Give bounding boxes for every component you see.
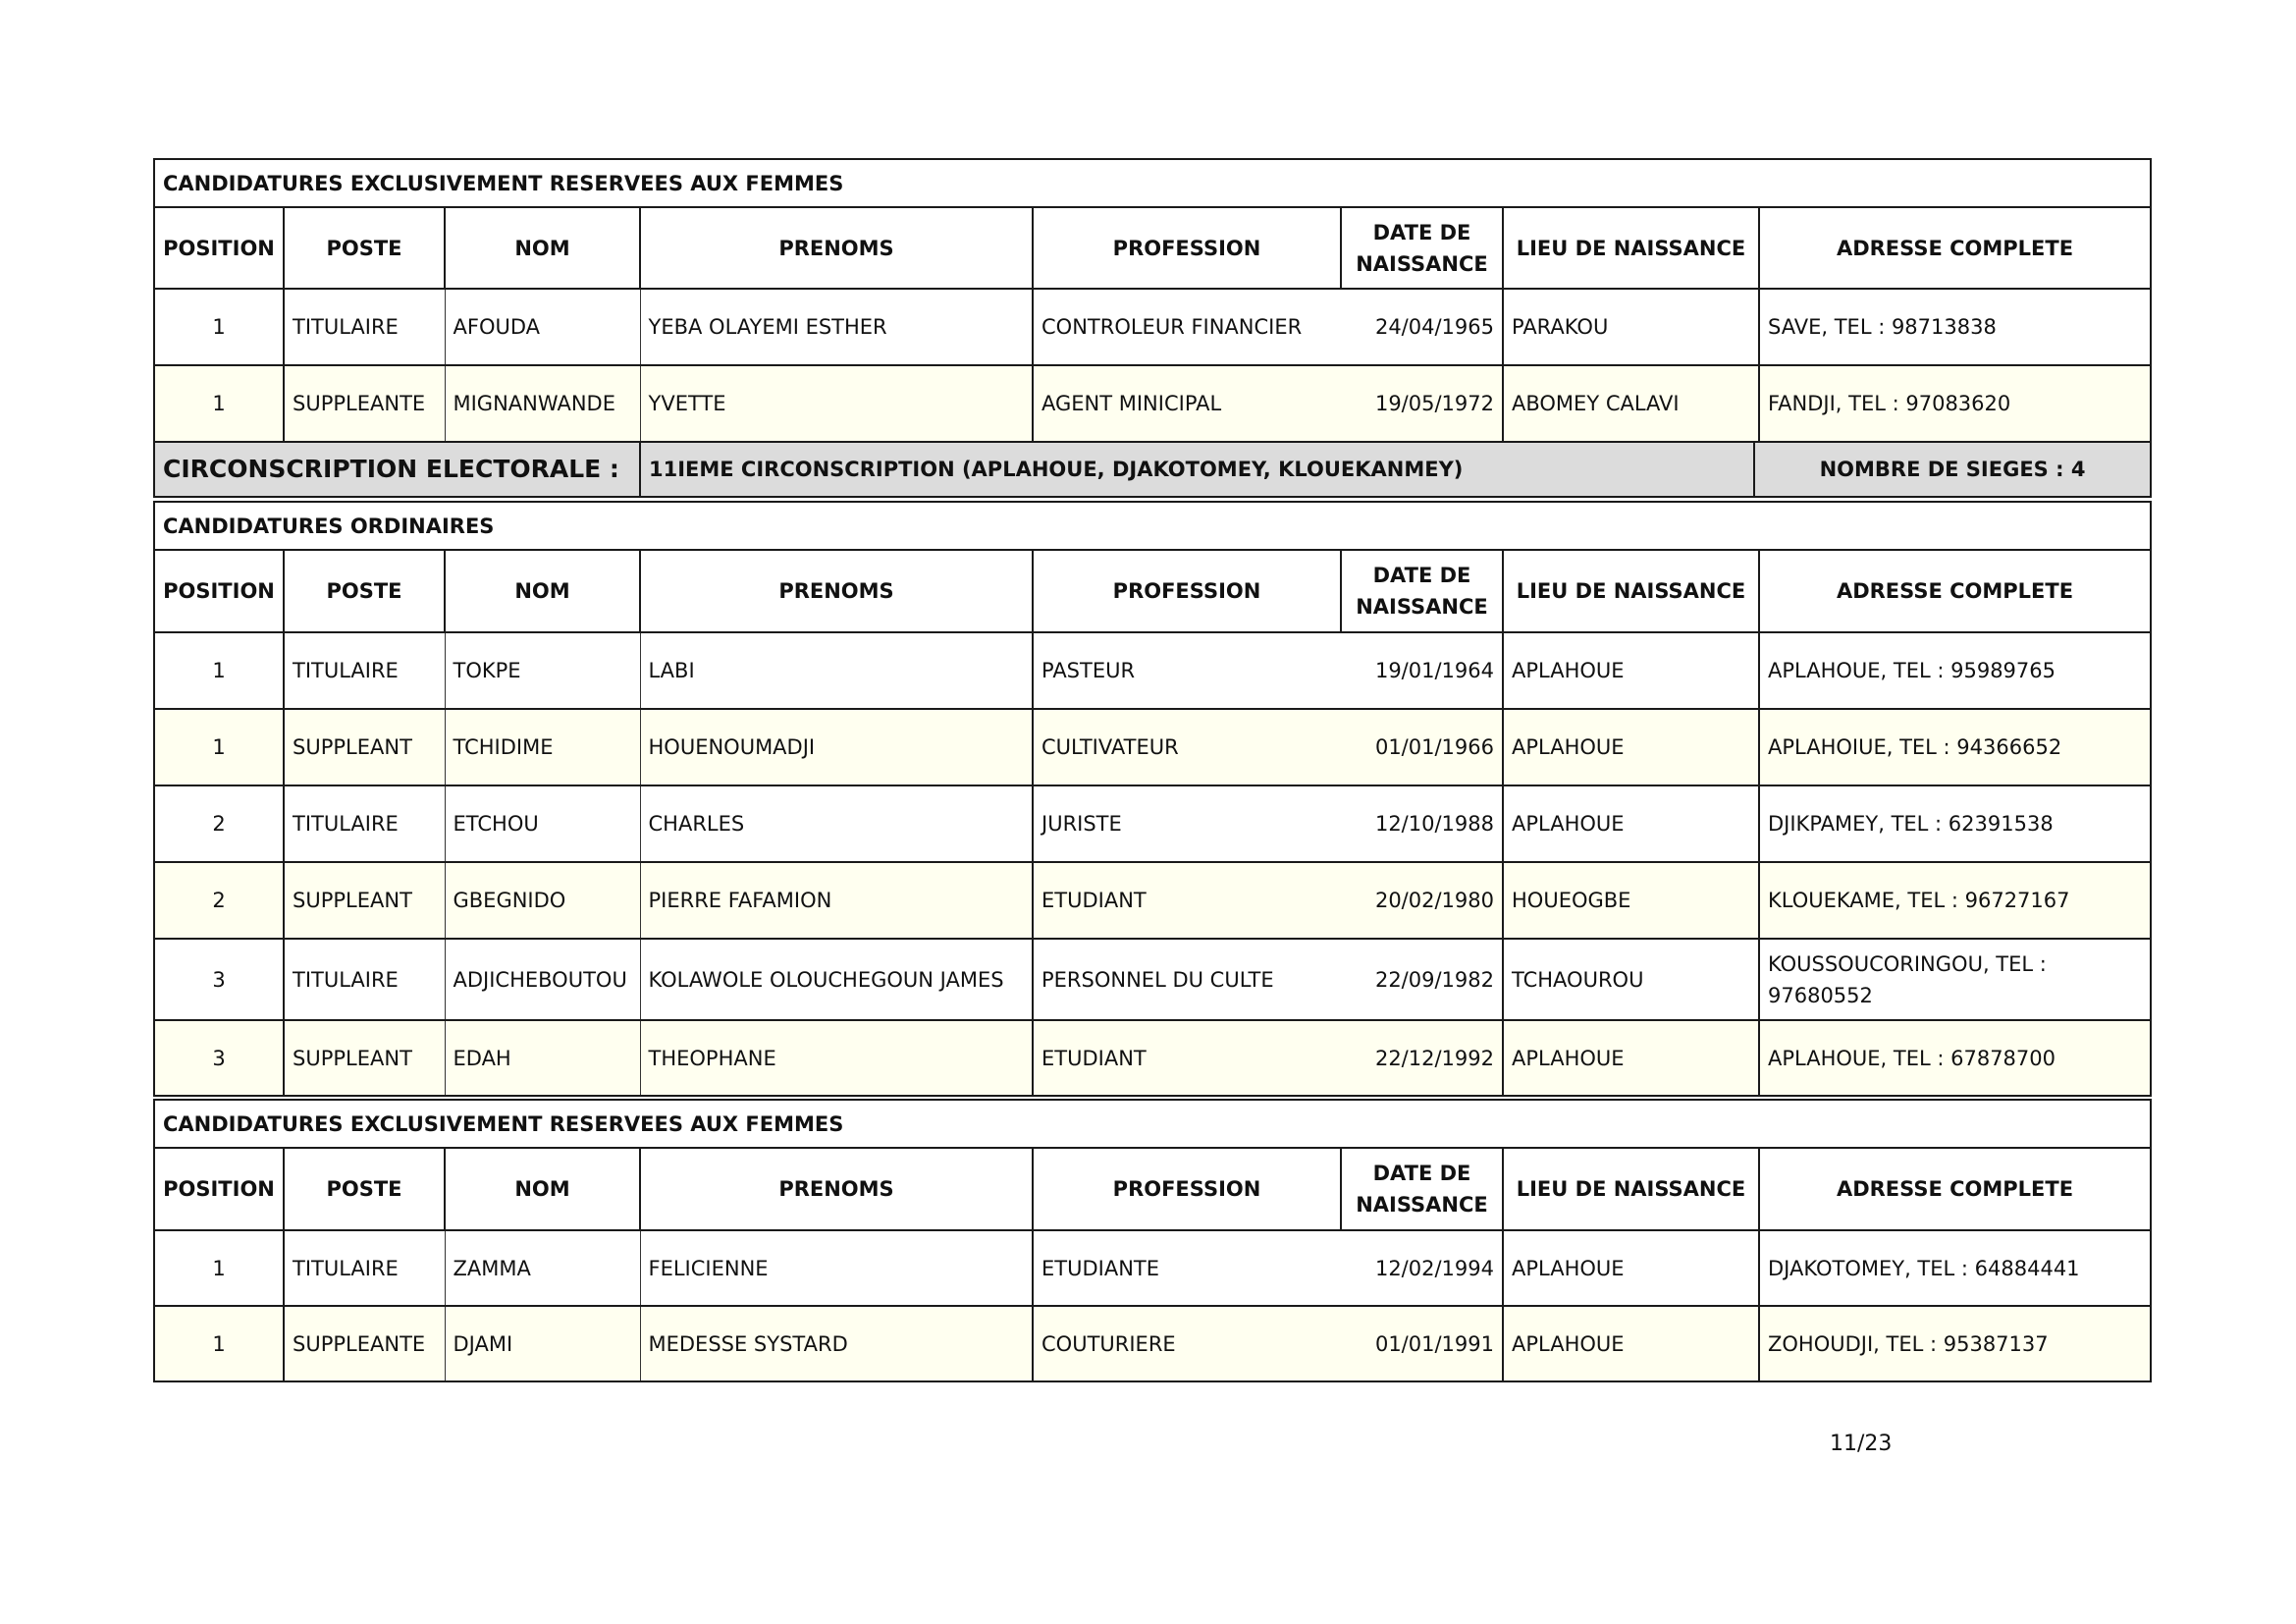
cell-prenoms: LABI — [640, 632, 1033, 709]
cell-date: 24/04/1965 — [1341, 289, 1503, 365]
cell-prenoms: YVETTE — [640, 365, 1033, 442]
cell-adresse: FANDJI, TEL : 97083620 — [1759, 365, 2151, 442]
cell-profession: ETUDIANT — [1033, 1020, 1341, 1096]
candidates-table — [153, 1099, 2152, 1382]
cell-profession: CONTROLEUR FINANCIER — [1033, 289, 1341, 365]
column-header-adresse: ADRESSE COMPLETE — [1759, 207, 2151, 289]
section-title: CANDIDATURES EXCLUSIVEMENT RESERVEES AUX FEMMES — [154, 159, 2151, 207]
candidates-table — [153, 501, 2152, 1097]
column-header-date: DATE DE NAISSANCE — [1341, 1148, 1503, 1230]
cell-nom: AFOUDA — [445, 289, 640, 365]
cell-prenoms: HOUENOUMADJI — [640, 709, 1033, 785]
cell-poste: TITULAIRE — [284, 632, 445, 709]
cell-adresse: APLAHOUE, TEL : 67878700 — [1759, 1020, 2151, 1096]
cell-poste: TITULAIRE — [284, 1230, 445, 1306]
cell-position: 1 — [154, 289, 284, 365]
column-header-nom: NOM — [445, 207, 640, 289]
section-title: CANDIDATURES EXCLUSIVEMENT RESERVEES AUX FEMMES — [154, 1100, 2151, 1148]
circonscription-name: 11IEME CIRCONSCRIPTION (APLAHOUE, DJAKOTOMEY, KLOUEKANMEY) — [640, 442, 1754, 497]
cell-nom: TCHIDIME — [445, 709, 640, 785]
cell-position: 2 — [154, 785, 284, 862]
header-row — [154, 550, 2151, 632]
cell-profession: ETUDIANTE — [1033, 1230, 1341, 1306]
column-header-prenoms: PRENOMS — [640, 550, 1033, 632]
cell-adresse: SAVE, TEL : 98713838 — [1759, 289, 2151, 365]
table-row — [154, 632, 2151, 709]
column-header-adresse: ADRESSE COMPLETE — [1759, 550, 2151, 632]
cell-poste: TITULAIRE — [284, 785, 445, 862]
cell-profession: CULTIVATEUR — [1033, 709, 1341, 785]
header-row — [154, 1148, 2151, 1230]
cell-poste: SUPPLEANT — [284, 709, 445, 785]
cell-position: 3 — [154, 939, 284, 1020]
cell-poste: SUPPLEANT — [284, 862, 445, 939]
cell-date: 12/10/1988 — [1341, 785, 1503, 862]
cell-date: 19/01/1964 — [1341, 632, 1503, 709]
cell-lieu: APLAHOUE — [1503, 1230, 1759, 1306]
cell-date: 12/02/1994 — [1341, 1230, 1503, 1306]
table-row — [154, 1230, 2151, 1306]
cell-lieu: APLAHOUE — [1503, 709, 1759, 785]
column-header-position: POSITION — [154, 207, 284, 289]
cell-poste: SUPPLEANT — [284, 1020, 445, 1096]
cell-nom: GBEGNIDO — [445, 862, 640, 939]
circonscription-label: CIRCONSCRIPTION ELECTORALE : — [154, 442, 640, 497]
cell-lieu: APLAHOUE — [1503, 1306, 1759, 1381]
cell-lieu: APLAHOUE — [1503, 785, 1759, 862]
cell-date: 01/01/1991 — [1341, 1306, 1503, 1381]
cell-nom: EDAH — [445, 1020, 640, 1096]
cell-nom: ZAMMA — [445, 1230, 640, 1306]
column-header-profession: PROFESSION — [1033, 1148, 1341, 1230]
table-row — [154, 1020, 2151, 1096]
cell-nom: ADJICHEBOUTOU — [445, 939, 640, 1020]
cell-lieu: HOUEOGBE — [1503, 862, 1759, 939]
cell-lieu: TCHAOUROU — [1503, 939, 1759, 1020]
page-number: 11/23 — [1830, 1432, 1893, 1456]
cell-profession: PERSONNEL DU CULTE — [1033, 939, 1341, 1020]
cell-position: 1 — [154, 1306, 284, 1381]
cell-nom: ETCHOU — [445, 785, 640, 862]
column-header-position: POSITION — [154, 1148, 284, 1230]
column-header-position: POSITION — [154, 550, 284, 632]
table-row — [154, 289, 2151, 365]
cell-position: 1 — [154, 1230, 284, 1306]
cell-position: 2 — [154, 862, 284, 939]
column-header-date: DATE DE NAISSANCE — [1341, 550, 1503, 632]
cell-position: 1 — [154, 709, 284, 785]
cell-lieu: APLAHOUE — [1503, 1020, 1759, 1096]
column-header-prenoms: PRENOMS — [640, 1148, 1033, 1230]
column-header-poste: POSTE — [284, 207, 445, 289]
cell-nom: TOKPE — [445, 632, 640, 709]
cell-date: 20/02/1980 — [1341, 862, 1503, 939]
cell-prenoms: FELICIENNE — [640, 1230, 1033, 1306]
column-header-adresse: ADRESSE COMPLETE — [1759, 1148, 2151, 1230]
column-header-poste: POSTE — [284, 1148, 445, 1230]
seats-count: NOMBRE DE SIEGES : 4 — [1754, 442, 2151, 497]
column-header-nom: NOM — [445, 1148, 640, 1230]
cell-prenoms: MEDESSE SYSTARD — [640, 1306, 1033, 1381]
table-row — [154, 785, 2151, 862]
cell-profession: PASTEUR — [1033, 632, 1341, 709]
cell-prenoms: YEBA OLAYEMI ESTHER — [640, 289, 1033, 365]
cell-adresse: DJAKOTOMEY, TEL : 64884441 — [1759, 1230, 2151, 1306]
cell-adresse: KLOUEKAME, TEL : 96727167 — [1759, 862, 2151, 939]
column-header-nom: NOM — [445, 550, 640, 632]
cell-adresse: APLAHOUE, TEL : 95989765 — [1759, 632, 2151, 709]
cell-poste: TITULAIRE — [284, 289, 445, 365]
cell-prenoms: THEOPHANE — [640, 1020, 1033, 1096]
cell-nom: MIGNANWANDE — [445, 365, 640, 442]
column-header-profession: PROFESSION — [1033, 550, 1341, 632]
table-row — [154, 365, 2151, 442]
cell-prenoms: CHARLES — [640, 785, 1033, 862]
table-row — [154, 862, 2151, 939]
column-header-profession: PROFESSION — [1033, 207, 1341, 289]
cell-adresse: DJIKPAMEY, TEL : 62391538 — [1759, 785, 2151, 862]
section-femmes-1 — [153, 158, 2150, 443]
cell-lieu: PARAKOU — [1503, 289, 1759, 365]
section-femmes-2 — [153, 1099, 2150, 1382]
cell-poste: SUPPLEANTE — [284, 365, 445, 442]
cell-position: 1 — [154, 632, 284, 709]
cell-lieu: ABOMEY CALAVI — [1503, 365, 1759, 442]
cell-adresse: KOUSSOUCORINGOU, TEL : 97680552 — [1759, 939, 2151, 1020]
table-row — [154, 1306, 2151, 1381]
cell-prenoms: KOLAWOLE OLOUCHEGOUN JAMES — [640, 939, 1033, 1020]
cell-poste: SUPPLEANTE — [284, 1306, 445, 1381]
cell-profession: COUTURIERE — [1033, 1306, 1341, 1381]
header-row — [154, 207, 2151, 289]
column-header-poste: POSTE — [284, 550, 445, 632]
cell-prenoms: PIERRE FAFAMION — [640, 862, 1033, 939]
cell-position: 3 — [154, 1020, 284, 1096]
column-header-lieu: LIEU DE NAISSANCE — [1503, 550, 1759, 632]
section-title: CANDIDATURES ORDINAIRES — [154, 502, 2151, 550]
cell-date: 01/01/1966 — [1341, 709, 1503, 785]
cell-profession: JURISTE — [1033, 785, 1341, 862]
column-header-date: DATE DE NAISSANCE — [1341, 207, 1503, 289]
table-row — [154, 709, 2151, 785]
cell-poste: TITULAIRE — [284, 939, 445, 1020]
column-header-prenoms: PRENOMS — [640, 207, 1033, 289]
cell-nom: DJAMI — [445, 1306, 640, 1381]
cell-profession: AGENT MINICIPAL — [1033, 365, 1341, 442]
cell-date: 19/05/1972 — [1341, 365, 1503, 442]
cell-lieu: APLAHOUE — [1503, 632, 1759, 709]
column-header-lieu: LIEU DE NAISSANCE — [1503, 1148, 1759, 1230]
candidates-table — [153, 158, 2152, 443]
cell-date: 22/12/1992 — [1341, 1020, 1503, 1096]
cell-adresse: ZOHOUDJI, TEL : 95387137 — [1759, 1306, 2151, 1381]
cell-profession: ETUDIANT — [1033, 862, 1341, 939]
cell-position: 1 — [154, 365, 284, 442]
circonscription-band — [153, 441, 2150, 498]
cell-date: 22/09/1982 — [1341, 939, 1503, 1020]
column-header-lieu: LIEU DE NAISSANCE — [1503, 207, 1759, 289]
section-ordinaires — [153, 501, 2150, 1097]
table-row — [154, 939, 2151, 1020]
cell-adresse: APLAHOIUE, TEL : 94366652 — [1759, 709, 2151, 785]
